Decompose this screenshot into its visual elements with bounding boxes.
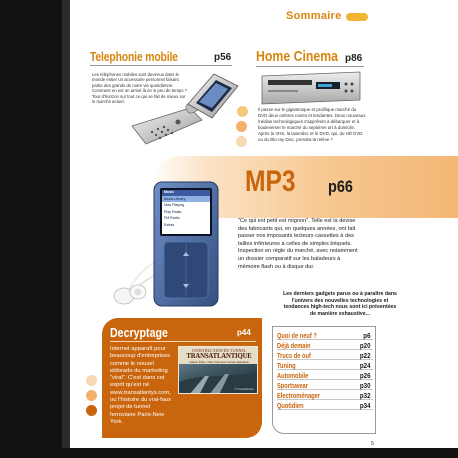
index-row — [277, 391, 373, 400]
player-menu-item: Play Radio — [164, 209, 182, 214]
home-cinema-page-ref: p86 — [345, 53, 363, 64]
index-page: p26 — [360, 371, 371, 380]
index-row — [277, 361, 373, 370]
index-page: p32 — [360, 391, 371, 400]
index-label: Electroménager — [277, 391, 321, 400]
tunnel-poster-image — [178, 346, 258, 394]
bottom-edge-bar — [0, 448, 458, 458]
decryptage-title: Decryptage — [110, 326, 168, 340]
index-page: p6 — [363, 331, 371, 340]
index-label: Trucs de ouf — [277, 351, 311, 360]
decryptage-text: Internet apparaît pour beaucoup d'entreprises comme le nouvel eldorado du marketing "viral". C'est dans cet esprit qu'est né www.transatlantys.com, ou l'histoire du vrai-faux projet de tunnel ferroviaire Paris-New York. — [110, 346, 172, 425]
index-list — [272, 326, 376, 434]
page-number: 5 — [371, 441, 375, 447]
index-row — [277, 401, 373, 410]
player-menu-item: FM Radio — [164, 216, 180, 220]
player-menu-item: Now Playing — [164, 203, 184, 207]
home-cinema-title: Home Cinema — [256, 48, 339, 65]
telephonie-page-ref: p56 — [214, 52, 232, 63]
left-binding-bar — [0, 0, 70, 458]
index-row — [277, 381, 373, 390]
index-label: Sportswear — [277, 381, 309, 390]
player-menu-item: Music Library — [164, 196, 186, 201]
poster-credit: © TransAtlantys — [234, 387, 254, 391]
index-row — [277, 351, 373, 360]
player-menu-header: Music — [164, 190, 175, 194]
mp3-player-screen — [162, 190, 210, 234]
telephonie-divider — [90, 65, 232, 66]
mp3-text: "Ce qui est petit est mignon". Telle est la devise des fabricants qui, en quelques années, ont fait passer nos imposants lecteurs cassettes à des tailles inférieures à celles de simples briquets. Inspection en règle du marché, avec notamment un dossier comparatif sur les baladeurs à mémoire flash ou à disque dur. — [238, 218, 358, 270]
dvd-player-image — [256, 70, 364, 106]
flip-phone-image — [128, 72, 240, 148]
index-page: p34 — [360, 401, 371, 410]
index-label: Automobile — [277, 371, 309, 380]
index-row — [277, 341, 373, 350]
index-label: Déjà demain — [277, 341, 311, 350]
index-label: Quoi de neuf ? — [277, 331, 317, 340]
left-binding-shadow — [62, 0, 70, 458]
index-page: p30 — [360, 381, 371, 390]
mp3-page-ref: p66 — [328, 177, 353, 196]
telephonie-title: Telephonie mobile — [90, 49, 178, 64]
decryptage-divider — [110, 341, 256, 342]
home-cinema-divider — [256, 66, 364, 67]
mp3-title: MP3 — [245, 165, 296, 198]
index-row — [277, 331, 373, 340]
index-row — [277, 371, 373, 380]
decryptage-page-ref: p44 — [237, 328, 251, 337]
home-cinema-text: Il passe sur le gigantesque et prolifique marché du DVD deux ombres noires et tendantes. Deux nouveaux médias technologiques s'apprêtent à débarquer et à bouleverser le marché du septième art à domicile. Après la VHS, la laserdisc et le DVD, qui, du HD DVD ou du Blu-ray Disc, prendra la relève ? — [258, 107, 366, 142]
poster-line-1: CONSTRUCTION DU TUNNEL — [191, 348, 247, 353]
telephonie-text: Les téléphones mobiles sont devenus dans le monde entier un accessoire personnel faisant partie des grands de notre vie quotidienne. Comment en est on arrivé là en si peu de temps ? Tour d'horizon sur tout ce qui se fait de mieux sur le marché actuel. — [92, 72, 188, 105]
poster-line-3: Liaison Paris - New York sous l'océan Atlantique — [189, 360, 249, 364]
page-title: Sommaire — [286, 10, 342, 22]
index-intro: Les derniers gadgets parus ou à paraître dans l'univers des nouvelles technologies et tendances high-tech nous sont ici présentées de manière exhaustive... — [283, 291, 397, 317]
index-label: Quotidien — [277, 401, 304, 410]
poster-line-2: TRANSATLANTIQUE — [186, 353, 252, 360]
title-pill-decoration — [346, 13, 368, 21]
index-page: p22 — [360, 351, 371, 360]
index-page: p20 — [360, 341, 371, 350]
index-label: Tuning — [277, 361, 296, 370]
index-page: p24 — [360, 361, 371, 370]
player-menu-item: Extras — [164, 222, 175, 227]
